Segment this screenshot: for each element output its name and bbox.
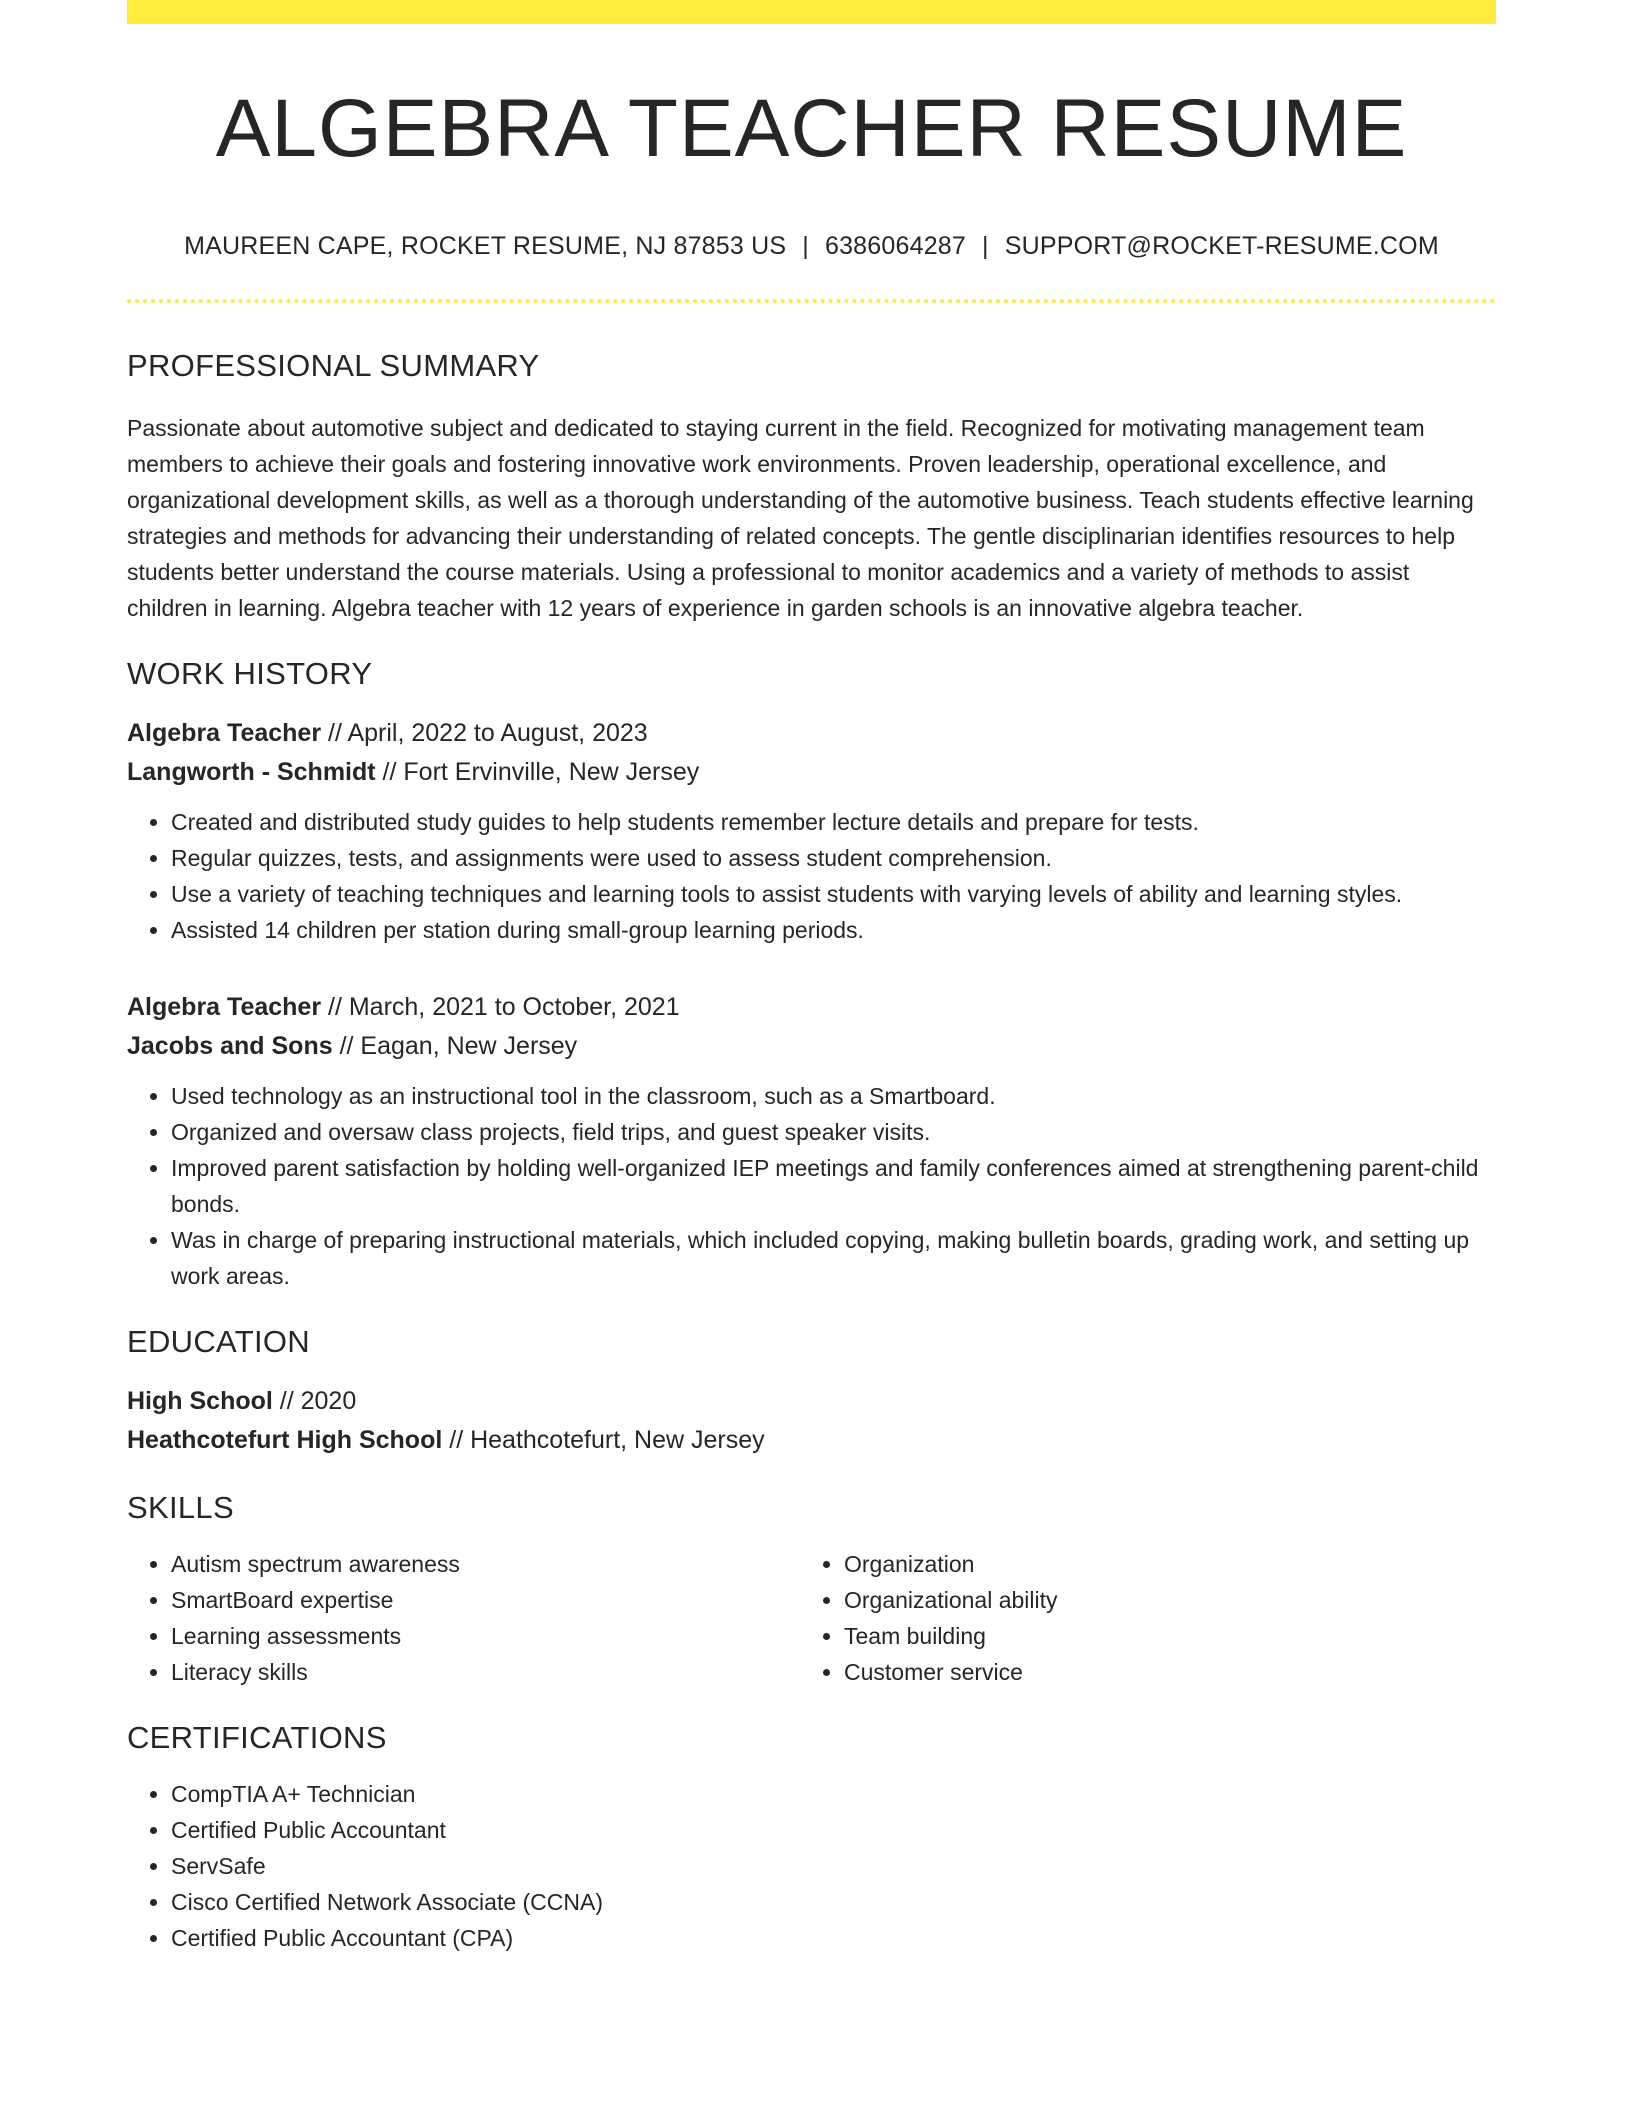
skills-heading: SKILLS [127, 1490, 234, 1526]
job-duties [127, 1078, 1496, 1294]
job-company: Jacobs and Sons [127, 1032, 333, 1061]
duty-item: • Used technology as an instructional tool in the classroom, such as a Smartboard. [171, 1078, 1496, 1114]
skill-item: • Autism spectrum awareness [171, 1546, 801, 1582]
dotted-divider [127, 299, 1496, 303]
accent-bar [127, 0, 1496, 24]
education-section [127, 1324, 1496, 1460]
job-entry [127, 988, 1496, 1294]
summary-text: Passionate about automotive subject and dedicated to staying current in the field. Recognized for motivating management team members to achieve their goals and fostering innovative work environments. Proven leadership, operational excellence, and organizational development skills, as well as a thorough understanding of the automotive business. Teach students effective learning strategies and methods for advancing their understanding of related concepts. The gentle disciplinarian identifies resources to help students better understand the course materials. Using a professional to monitor academics and a variety of methods to assist children in learning. Algebra teacher with 12 years of experience in garden schools is an innovative algebra teacher. [127, 415, 1474, 622]
skill-item: • Organization [844, 1546, 1474, 1582]
job-entry [127, 714, 1496, 948]
duty-item: • Organized and oversaw class projects, field trips, and guest speaker visits. [171, 1114, 1496, 1150]
summary-heading: PROFESSIONAL SUMMARY [127, 348, 540, 384]
job-location: // Fort Ervinville, New Jersey [375, 758, 700, 787]
education-heading: EDUCATION [127, 1324, 310, 1360]
job-company-line [127, 1027, 1496, 1066]
skill-item: • SmartBoard expertise [171, 1582, 801, 1618]
skills-section [127, 1490, 1496, 1690]
resume-page [127, 0, 1496, 1956]
job-title: Algebra Teacher [127, 719, 322, 748]
certification-item: • Certified Public Accountant [171, 1812, 1496, 1848]
job-title-line [127, 988, 1496, 1027]
job-company-line [127, 753, 1496, 792]
skill-item: • Learning assessments [171, 1618, 801, 1654]
job-location: // Eagan, New Jersey [332, 1032, 578, 1061]
contact-line [127, 232, 1496, 261]
resume-title: ALGEBRA TEACHER RESUME [215, 83, 1408, 174]
certifications-list [127, 1776, 1496, 1956]
duty-item: • Use a variety of teaching techniques and learning tools to assist students with varying levels of ability and learning styles. [171, 876, 1496, 912]
job-dates: // April, 2022 to August, 2023 [321, 719, 648, 748]
education-school-line [127, 1421, 1496, 1460]
certification-item: • Certified Public Accountant (CPA) [171, 1920, 1496, 1956]
work-history-section [127, 656, 1496, 1294]
education-degree-line [127, 1382, 1496, 1421]
certifications-section [127, 1720, 1496, 1956]
contact-email: SUPPORT@ROCKET-RESUME.COM [1004, 232, 1439, 261]
education-degree: High School [127, 1387, 273, 1416]
job-company: Langworth - Schmidt [127, 758, 376, 787]
duty-item: • Assisted 14 children per station during small-group learning periods. [171, 912, 1496, 948]
skill-item: • Literacy skills [171, 1654, 801, 1690]
certification-item: • CompTIA A+ Technician [171, 1776, 1496, 1812]
skills-list-left [127, 1546, 801, 1690]
skills-columns [127, 1546, 1496, 1690]
education-year: // 2020 [272, 1387, 357, 1416]
education-location: // Heathcotefurt, New Jersey [442, 1426, 765, 1455]
duty-item: • Was in charge of preparing instructional materials, which included copying, making bulletin boards, grading work, and setting up work areas. [171, 1222, 1496, 1294]
job-duties [127, 804, 1496, 948]
certification-item: • Cisco Certified Network Associate (CCNA) [171, 1884, 1496, 1920]
contact-separator: | [802, 232, 809, 261]
work-history-heading: WORK HISTORY [127, 656, 373, 692]
skill-item: • Customer service [844, 1654, 1474, 1690]
skill-item: • Organizational ability [844, 1582, 1474, 1618]
duty-item: • Regular quizzes, tests, and assignments were used to assess student comprehension. [171, 840, 1496, 876]
contact-phone: 6386064287 [824, 232, 967, 261]
duty-item: • Created and distributed study guides to help students remember lecture details and prepare for tests. [171, 804, 1496, 840]
job-title-line [127, 714, 1496, 753]
education-entry [127, 1382, 1496, 1460]
education-school: Heathcotefurt High School [127, 1426, 443, 1455]
certification-item: • ServSafe [171, 1848, 1496, 1884]
skill-item: • Team building [844, 1618, 1474, 1654]
job-title: Algebra Teacher [127, 993, 322, 1022]
skills-list-right [801, 1546, 1474, 1690]
contact-address: MAUREEN CAPE, ROCKET RESUME, NJ 87853 US [184, 232, 787, 261]
job-dates: // March, 2021 to October, 2021 [321, 993, 680, 1022]
duty-item: • Improved parent satisfaction by holding well-organized IEP meetings and family conferences aimed at strengthening parent-child bonds. [171, 1150, 1496, 1222]
certifications-heading: CERTIFICATIONS [127, 1720, 387, 1756]
contact-separator: | [982, 232, 989, 261]
